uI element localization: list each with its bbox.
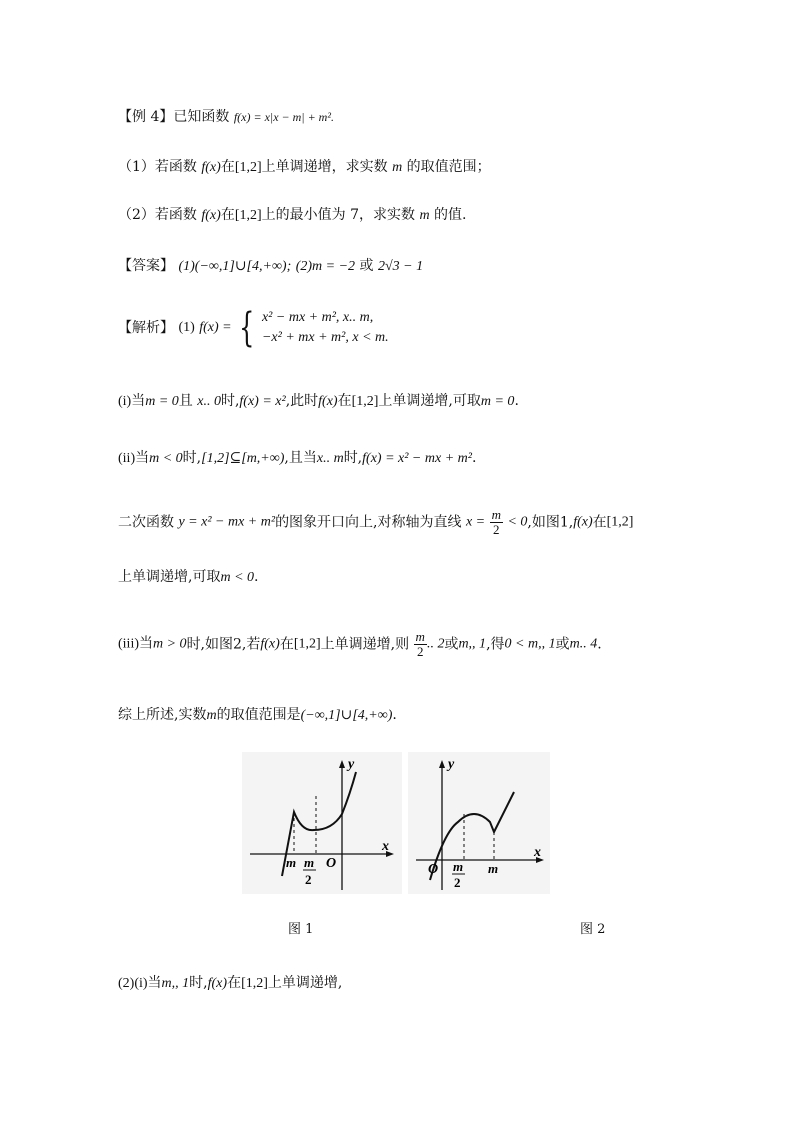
fig2-y-arrow: [439, 760, 445, 768]
analysis-label: (1): [178, 320, 195, 335]
q1-m: m: [392, 160, 403, 175]
figure-2-caption: 图 2: [580, 922, 606, 937]
case-iii-t5: ,得: [486, 636, 505, 653]
case-2: −x² + mx + m², x < m.: [261, 330, 389, 345]
analysis-tag: 【解析】: [118, 320, 174, 336]
part2-t2: 时,: [189, 975, 208, 991]
case-i-cond1: m = 0: [145, 394, 179, 409]
example-statement: [118, 107, 334, 127]
case-ii-end: .: [471, 450, 477, 466]
q1-mid: 在: [220, 159, 235, 175]
fig2-y-label: y: [448, 757, 455, 772]
analysis-fx: f(x) =: [199, 320, 232, 335]
case-i-t2: 且: [178, 393, 193, 409]
case-i-t6: 上单调递增,可取: [378, 393, 481, 409]
example-tag: 【例 4】: [118, 109, 174, 125]
example-formula: f(x) = x|x − m| + m².: [233, 110, 334, 124]
answer: [118, 256, 423, 277]
q2-m: m: [419, 208, 430, 223]
case-ii-eq: f(x) = x² − mx + m²: [362, 451, 472, 466]
figure-2-graph: [408, 752, 550, 894]
answer-part3: 2√3 − 1: [377, 259, 424, 274]
q2-text: 上的最小值为 7，求实数: [261, 207, 415, 223]
part2-interval: [1,2]: [241, 976, 268, 991]
piecewise-cases: [262, 308, 389, 348]
q2-interval: [1,2]: [234, 208, 262, 223]
answer-or: 或: [359, 258, 374, 274]
case-ii-t1: (ii)当: [118, 451, 150, 466]
q2-fx: f(x): [201, 208, 221, 223]
quad2-t1: 上单调递增,可取: [118, 569, 221, 585]
case-i-t1: (i)当: [118, 394, 146, 409]
case-iii-c4: m.. 4: [569, 636, 598, 652]
case-iii-frac-den: 2: [416, 644, 424, 659]
case-iii-t1: (iii)当: [118, 636, 153, 652]
case-i-eq: f(x) = x²: [239, 394, 286, 409]
case-iii-or2: 或: [555, 636, 570, 653]
q1-end: 的取值范围；: [406, 159, 491, 175]
fig1-half-den: 2: [305, 872, 312, 887]
case-iii-fx: f(x): [260, 636, 280, 652]
case-ii-t2: 时,: [182, 450, 202, 466]
part2-t1: (2)(i)当: [118, 976, 162, 991]
q1-interval: [1,2]: [234, 160, 262, 175]
case-iii-cond: m > 0: [153, 636, 187, 652]
quad-t1: 二次函数: [118, 514, 174, 531]
case-iii-fraction: [414, 630, 427, 659]
case-ii-subset: [1,2]⊆[m,+∞): [201, 451, 285, 466]
figure-1-caption: 图 1: [288, 922, 314, 937]
q2-mid: 在: [220, 207, 235, 223]
part2-fx: f(x): [207, 976, 228, 991]
quad-interval: [1,2]: [606, 514, 634, 530]
part2-cond: m,, 1: [161, 976, 190, 991]
figure-1-graph: [242, 752, 402, 894]
case-iii-or1: 或: [444, 636, 459, 653]
summary-range: (−∞,1]∪[4,+∞): [300, 708, 393, 723]
case-ii-cond2: x.. m: [316, 451, 344, 466]
question-2: [118, 205, 466, 226]
fig2-x-label: x: [534, 845, 541, 860]
case-ii-cond1: m < 0: [149, 451, 183, 466]
case-i-fx: f(x): [318, 394, 338, 409]
summary: [118, 705, 397, 726]
quad-axis-rhs: < 0: [507, 514, 528, 530]
q2-end: 的值.: [434, 207, 467, 223]
quad-t4: 在: [592, 514, 607, 531]
piecewise-brace: {: [239, 305, 255, 351]
case-iii-c3: 0 < m,, 1: [504, 636, 556, 652]
case-iii-end: .: [597, 636, 602, 653]
q2-prefix: （2）若函数: [118, 207, 197, 223]
quad-t3: ,如图1,: [527, 514, 574, 531]
quad-frac-den: 2: [493, 522, 500, 537]
fig2-half-num: m: [453, 859, 464, 874]
case-i-t3: 时,: [220, 393, 240, 409]
case-iii: [118, 630, 602, 670]
quadratic-explanation: [118, 508, 633, 548]
figure-2: [408, 752, 550, 894]
quad-fraction: [490, 508, 503, 537]
case-iii-c2: m,, 1: [458, 636, 487, 652]
analysis-piecewise: [118, 305, 389, 358]
case-iii-t2: 时,如图2,若: [186, 636, 261, 653]
answer-part1: (1)(−∞,1]∪[4,+∞);: [178, 259, 292, 274]
case-iii-interval: [1,2]: [293, 636, 321, 652]
fig1-origin-label: O: [326, 856, 337, 871]
case-i-res: m = 0: [480, 394, 515, 409]
quad-eq: y = x² − mx + m²: [178, 514, 276, 530]
fig2-m-label: m: [488, 861, 499, 876]
quad2-end: .: [254, 569, 259, 585]
case-iii-t4: 上单调递增,则: [320, 636, 410, 653]
answer-tag: 【答案】: [118, 258, 174, 274]
fig1-y-label: y: [348, 757, 355, 772]
case-iii-t3: 在: [279, 636, 294, 653]
quad-axis-lhs: x =: [465, 514, 486, 530]
case-i-t5: 在: [337, 393, 352, 409]
fig1-y-arrow: [339, 760, 345, 768]
fig2-half-den: 2: [454, 875, 461, 890]
q1-prefix: （1）若函数: [118, 159, 197, 175]
case-ii: [118, 448, 476, 469]
example-intro: 已知函数: [173, 109, 230, 125]
fig2-origin-label: O: [428, 862, 439, 877]
summary-t1: 综上所述,实数: [118, 707, 207, 723]
case-1: x² − mx + m², x.. m,: [261, 310, 374, 325]
part-2: [118, 973, 342, 994]
case-i-cond2: x.. 0: [197, 394, 221, 409]
answer-part2: (2)m = −2: [295, 259, 356, 274]
quadratic-conclusion: [118, 567, 258, 588]
summary-end: .: [392, 707, 397, 723]
case-iii-frac-num: m: [415, 629, 425, 644]
case-i-interval: [1,2]: [351, 394, 379, 409]
summary-m: m: [206, 708, 217, 723]
fig1-x-label: x: [382, 839, 389, 854]
case-iii-c1: .. 2: [426, 636, 445, 652]
case-ii-t4: 时,: [343, 450, 363, 466]
summary-t2: 的取值范围是: [216, 707, 301, 723]
part2-t3: 在: [227, 975, 242, 991]
quad2-res: m < 0: [220, 570, 255, 585]
question-1: [118, 157, 491, 178]
case-i-end: .: [514, 393, 519, 409]
case-i-t4: ,此时: [285, 393, 319, 409]
quad-fx: f(x): [573, 514, 593, 530]
case-ii-t3: ,且当: [284, 450, 317, 466]
figure-1: [242, 752, 402, 894]
fig1-m-label: m: [286, 855, 297, 870]
case-i: [118, 391, 519, 412]
q1-fx: f(x): [201, 160, 221, 175]
fig1-half-num: m: [304, 855, 315, 870]
part2-t4: 上单调递增,: [267, 975, 343, 991]
quad-frac-num: m: [491, 507, 501, 522]
quad-t2: 的图象开口向上,对称轴为直线: [275, 514, 462, 531]
q1-text: 上单调递增，求实数: [261, 159, 388, 175]
